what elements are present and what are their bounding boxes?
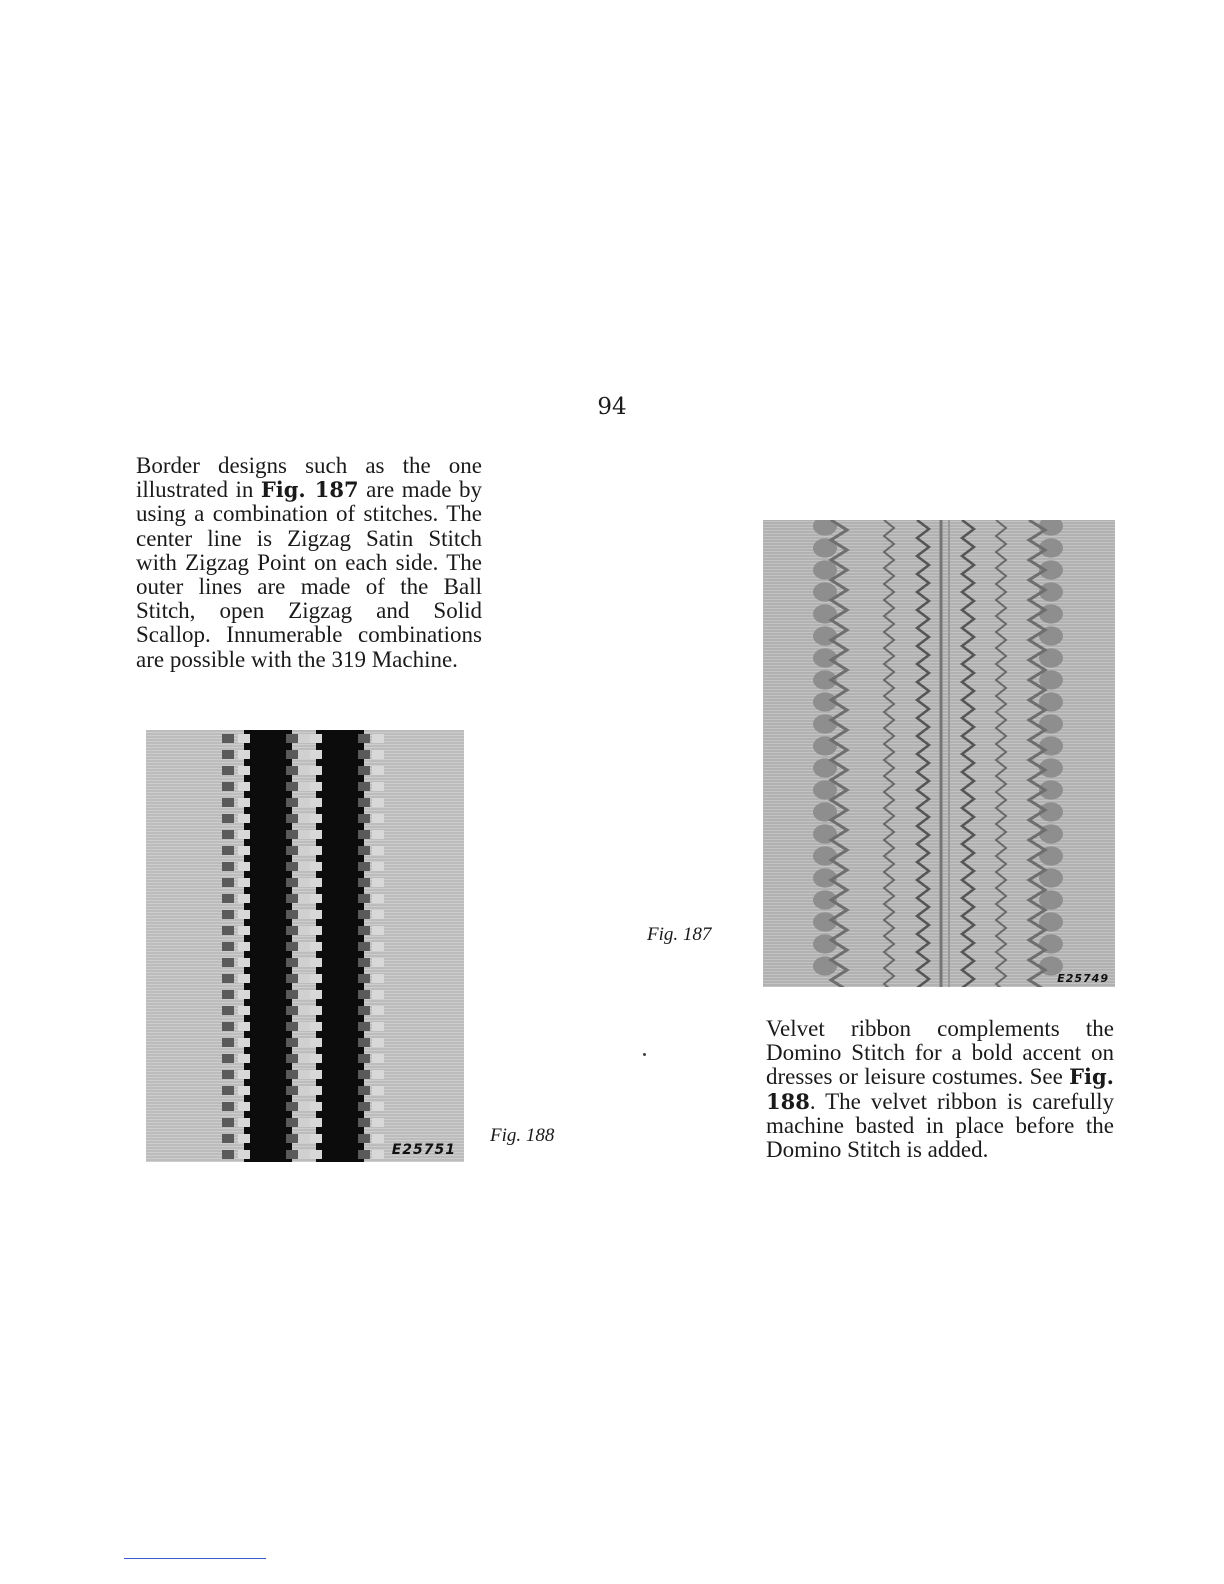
scan-speck <box>643 1053 646 1056</box>
fig-187-reference: Fig. 187 <box>260 477 359 503</box>
fig-188-code: E25751 <box>391 1142 456 1158</box>
left-paragraph-text-1: Border designs such as the one illustrated in <box>136 453 482 503</box>
fig-187-caption: Fig. 187 <box>647 924 712 945</box>
velvet-ribbon-illustration <box>146 730 464 1162</box>
fig-188-photo <box>146 730 464 1162</box>
fig-187-code: E25749 <box>1057 972 1109 985</box>
right-paragraph-text-1: Velvet ribbon complements the Domino Stitch for a bold accent on dresses or leisure costumes. See <box>766 1016 1114 1090</box>
fig-188-caption: Fig. 188 <box>490 1125 555 1146</box>
left-paragraph <box>136 454 482 672</box>
stitch-rows-illustration <box>763 520 1115 987</box>
right-paragraph-text-2: . The velvet ribbon is carefully machine basted in place before the Domino Stitch is added. <box>766 1088 1114 1163</box>
right-paragraph <box>766 1017 1114 1162</box>
footnote-rule <box>124 1558 266 1559</box>
fig-188-reference: Fig. 188 <box>766 1064 1114 1114</box>
page-number: 94 <box>597 394 627 420</box>
left-paragraph-text-2: are made by using a combination of stitches. The center line is Zigzag Satin Stitch with Zigzag Point on each side. The outer lines are made of the Ball Stitch, open Zigzag and Solid Scallop. Innumerable combinations are possible with the 319 Machine. <box>136 477 483 672</box>
fig-187-photo <box>763 520 1115 987</box>
